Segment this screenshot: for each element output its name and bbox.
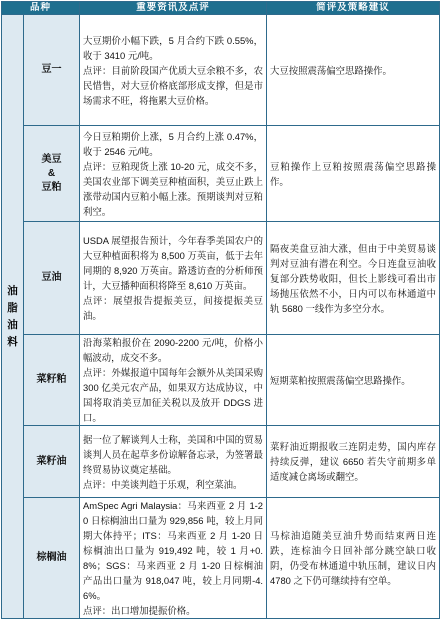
advice-cell: 大豆按照震荡偏空思路操作。 <box>267 15 440 126</box>
news-text: 据一位了解谈判人士称，美国和中国的贸易谈判人员在起草多份谅解备忘录，为签署最终贸易协议奠定基础。 <box>83 433 264 475</box>
header-advice: 简评及策略建议 <box>267 2 440 15</box>
header-row <box>2 2 440 15</box>
news-text: 大豆期价小幅下跌，5 月合约下跌 0.55%，收于 3410 元/吨。 <box>83 34 264 61</box>
news-cell <box>80 498 267 619</box>
header-variety: 品种 <box>2 2 80 15</box>
table-row <box>2 126 440 222</box>
news-comment: 点评：出口增加提振价格。 <box>83 605 196 616</box>
news-cell <box>80 222 267 335</box>
news-cell <box>80 335 267 426</box>
advice-cell: 隔夜美盘豆油大涨，但由于中美贸易谈判对豆油有潜在利空。今日连盘豆油收复部分跌势收阳，但长上影线可看出市场抛压依然不小，日内可以布林通道中轨 5680 一线作为多空分水。 <box>267 222 440 335</box>
product-name: 棕榈油 <box>24 498 80 619</box>
table-row <box>2 222 440 335</box>
news-comment: 点评：豆粕现货上涨 10-20 元，成交不多，美国农业部下调美豆种植面积，美豆止跌上涨带动国内豆粕小幅上涨。预期谈判对豆粕利空。 <box>83 160 264 217</box>
news-cell <box>80 126 267 222</box>
category-cell <box>2 15 24 619</box>
table-row <box>2 426 440 498</box>
advice-cell: 菜籽油近期报收三连阴走势，国内库存持续反弹，建议 6650 若失守前期多单适度减仓离场或翻空。 <box>267 426 440 498</box>
commodity-table <box>1 1 440 619</box>
advice-cell: 短期菜粕按照震荡偏空思路操作。 <box>267 335 440 426</box>
news-comment: 点评：中美谈判趋于乐观，利空菜油。 <box>83 478 243 490</box>
news-text: 沿海菜粕报价在 2090-2200 元/吨，价格小幅波动，成交不多。 <box>83 337 264 363</box>
category-label: 油脂油料 <box>7 284 18 348</box>
news-cell <box>80 426 267 498</box>
product-name: 豆油 <box>24 222 80 335</box>
product-name: 美豆 & 豆粕 <box>24 126 80 222</box>
product-name: 豆一 <box>24 15 80 126</box>
header-news: 重要资讯及点评 <box>80 2 267 15</box>
news-comment: 点评：外媒报道中国每年会额外从美国采购 300 亿美元农产品，如果双方达成协议，中国将取消美豆加征关税以及放开 DDGS 进口。 <box>83 367 264 423</box>
news-text: USDA 展望报告预计，今年春季美国农户的大豆种植面积将为 8,500 万英亩，低于去年同期的 8,920 万英亩。路透访查的分析师预计，大豆播种面积将降至 8,610 万英亩。 <box>83 235 264 291</box>
product-name: 菜籽油 <box>24 426 80 498</box>
advice-cell: 豆粕操作上豆粕按照震荡偏空思路操作。 <box>267 126 440 222</box>
table-row <box>2 15 440 126</box>
news-cell <box>80 15 267 126</box>
news-text: AmSpec Agri Malaysia：马来西亚 2 月 1-20 日棕榈油出口量为 929,856 吨，较上月同期大体持平；ITS：马来西亚 2 月 1-20 日棕榈油出口量为 919,492 吨，较 1 月+0.8%；SGS：马来西亚 2 月 1-20 日棕榈油产品出口量为 918,047 吨，较上月同期-4.6%。 <box>83 500 264 601</box>
table-row <box>2 335 440 426</box>
product-name: 菜籽粕 <box>24 335 80 426</box>
news-text: 今日豆粕期价上涨，5 月合约上涨 0.47%，收于 2546 元/吨。 <box>83 130 264 157</box>
advice-cell: 马棕油追随美豆油升势而结束两日连跌，连棕油今日回补部分跳空缺口收阴，仍受布林通道中轨压制，建议日内 4780 之下仍可继续持有空单。 <box>267 498 440 619</box>
table-row <box>2 498 440 619</box>
news-comment: 点评：目前阶段国产优质大豆余粮不多，农民惜售，对大豆价格底部形成支撑，但是市场需求不旺，将拖累大豆价格。 <box>83 64 264 106</box>
news-comment: 点评：展望报告提振美豆，间接提振美豆油。 <box>83 295 264 321</box>
